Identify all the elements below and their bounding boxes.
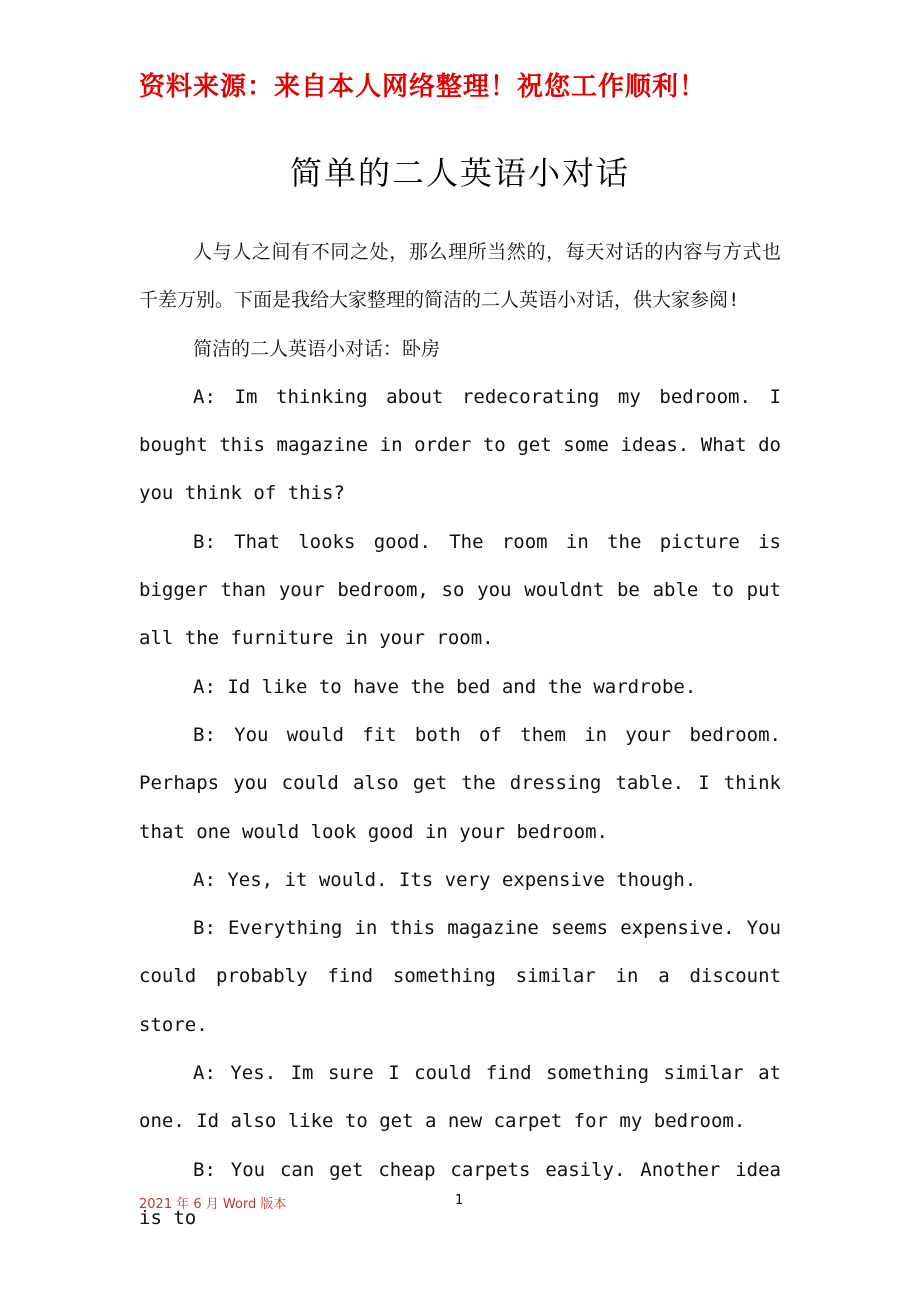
footer-date-version: 2021 年 6 月 Word 版本: [139, 1197, 287, 1212]
dialogue-line: B: Everything in this magazine seems expensive. You could probably find something similar in a discount store.: [139, 917, 781, 1036]
page-title: 简单的二人英语小对话: [289, 154, 630, 192]
dialogue-line: B: You would fit both of them in your bedroom. Perhaps you could also get the dressing table. I think that one would look good in your bedroom.: [139, 723, 781, 843]
page-number: 1: [455, 1193, 464, 1208]
dialogue-line: A: Yes. Im sure I could find something similar at one. Id also like to get a new carpet for my bedroom.: [139, 1062, 781, 1133]
dialogue-line: B: You can get cheap carpets easily. Another idea is to: [139, 1158, 781, 1229]
dialogue-line: A: Id like to have the bed and the wardrobe.: [193, 675, 697, 698]
intro-paragraph: 人与人之间有不同之处，那么理所当然的，每天对话的内容与方式也千差万别。下面是我给大家整理的简洁的二人英语小对话，供大家参阅!: [139, 241, 781, 312]
dialogue-line: A: Yes, it would. Its very expensive though.: [193, 868, 697, 891]
dialogue-line: B: That looks good. The room in the picture is bigger than your bedroom, so you wouldnt be able to put all the furniture in your room.: [139, 530, 781, 650]
source-note: 资料来源：来自本人网络整理！祝您工作顺利！: [139, 72, 707, 102]
dialogue-line: A: Im thinking about redecorating my bedroom. I bought this magazine in order to get some ideas. What do you think of this?: [139, 385, 781, 505]
section-heading: 简洁的二人英语小对话：卧房: [193, 337, 441, 360]
document-body: [139, 228, 781, 1242]
